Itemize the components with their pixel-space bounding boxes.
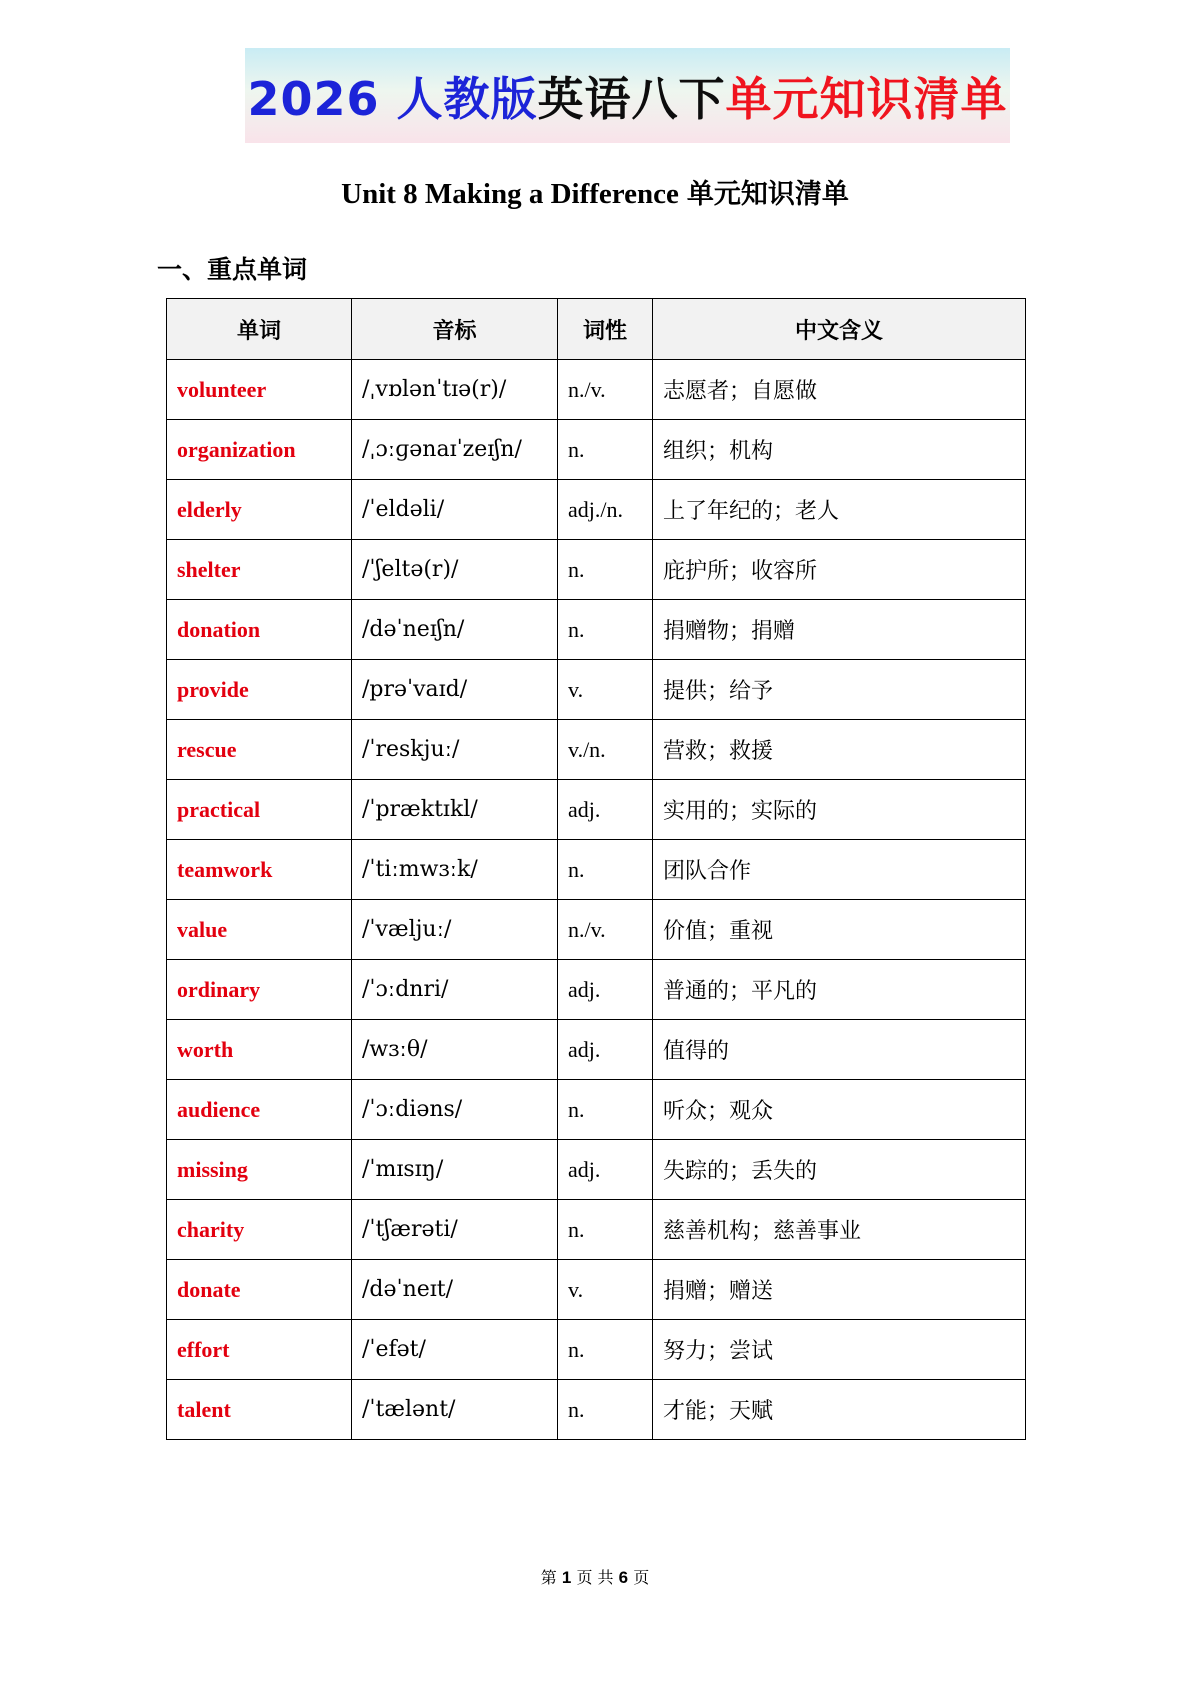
meaning-cell: 庇护所；收容所	[653, 540, 1026, 600]
word-cell: charity	[167, 1200, 352, 1260]
table-row	[167, 360, 1026, 420]
meaning-cell: 失踪的；丢失的	[653, 1140, 1026, 1200]
vocabulary-table	[166, 298, 1026, 1440]
meaning-cell: 组织；机构	[653, 420, 1026, 480]
table-row	[167, 1020, 1026, 1080]
ipa-cell: /ˈefət/	[352, 1320, 558, 1380]
pos-cell: n.	[558, 1380, 653, 1440]
meaning-cell: 上了年纪的；老人	[653, 480, 1026, 540]
pos-cell: v.	[558, 1260, 653, 1320]
pos-cell: adj.	[558, 960, 653, 1020]
ipa-cell: /ˈpræktɪkl/	[352, 780, 558, 840]
banner-title	[247, 63, 1007, 129]
table-row	[167, 720, 1026, 780]
ipa-cell: /wɜːθ/	[352, 1020, 558, 1080]
meaning-cell: 慈善机构；慈善事业	[653, 1200, 1026, 1260]
pos-cell: n.	[558, 420, 653, 480]
header-word: 单词	[167, 299, 352, 360]
ipa-cell: /ˈreskjuː/	[352, 720, 558, 780]
word-cell: rescue	[167, 720, 352, 780]
footer-prefix: 第	[540, 1568, 557, 1587]
ipa-cell: /ˈeldəli/	[352, 480, 558, 540]
table-row	[167, 780, 1026, 840]
table-row	[167, 480, 1026, 540]
ipa-cell: /ˈmɪsɪŋ/	[352, 1140, 558, 1200]
meaning-cell: 努力；尝试	[653, 1320, 1026, 1380]
footer-page-number: 1	[561, 1568, 572, 1587]
word-cell: effort	[167, 1320, 352, 1380]
pos-cell: adj.	[558, 780, 653, 840]
ipa-cell: /ˈtælənt/	[352, 1380, 558, 1440]
pos-cell: adj.	[558, 1020, 653, 1080]
pos-cell: n.	[558, 1320, 653, 1380]
table-row	[167, 960, 1026, 1020]
pos-cell: adj./n.	[558, 480, 653, 540]
unit-title-zh: 单元知识清单	[686, 179, 849, 210]
meaning-cell: 提供；给予	[653, 660, 1026, 720]
word-cell: provide	[167, 660, 352, 720]
header-ipa: 音标	[352, 299, 558, 360]
banner-publisher: 人教版	[396, 71, 538, 126]
pos-cell: n.	[558, 1200, 653, 1260]
pos-cell: n.	[558, 1080, 653, 1140]
section-heading: 一、重点单词	[157, 255, 308, 284]
table-row	[167, 660, 1026, 720]
meaning-cell: 捐赠；赠送	[653, 1260, 1026, 1320]
word-cell: practical	[167, 780, 352, 840]
word-cell: organization	[167, 420, 352, 480]
table-row	[167, 540, 1026, 600]
ipa-cell: /ˌvɒlənˈtɪə(r)/	[352, 360, 558, 420]
ipa-cell: /ˈɔːdnri/	[352, 960, 558, 1020]
table-row	[167, 1080, 1026, 1140]
pos-cell: n.	[558, 540, 653, 600]
ipa-cell: /dəˈneɪʃn/	[352, 600, 558, 660]
header-meaning: 中文含义	[653, 299, 1026, 360]
table-row	[167, 1140, 1026, 1200]
page-footer	[0, 1565, 1190, 1588]
banner-subject: 英语八下	[537, 71, 726, 126]
table-row	[167, 1320, 1026, 1380]
word-cell: talent	[167, 1380, 352, 1440]
table-row	[167, 420, 1026, 480]
meaning-cell: 值得的	[653, 1020, 1026, 1080]
ipa-cell: /dəˈneɪt/	[352, 1260, 558, 1320]
meaning-cell: 实用的；实际的	[653, 780, 1026, 840]
footer-total-pages: 6	[618, 1568, 629, 1587]
pos-cell: adj.	[558, 1140, 653, 1200]
pos-cell: n./v.	[558, 360, 653, 420]
ipa-cell: /ˈtiːmwɜːk/	[352, 840, 558, 900]
meaning-cell: 营救；救援	[653, 720, 1026, 780]
meaning-cell: 价值；重视	[653, 900, 1026, 960]
word-cell: audience	[167, 1080, 352, 1140]
pos-cell: n./v.	[558, 900, 653, 960]
ipa-cell: /ˌɔːɡənaɪˈzeɪʃn/	[352, 420, 558, 480]
unit-title-en: Unit 8 Making a Difference	[341, 178, 679, 210]
banner-list-title: 单元知识清单	[725, 71, 1008, 126]
title-banner	[245, 48, 1010, 143]
ipa-cell: /ˈvæljuː/	[352, 900, 558, 960]
footer-suffix: 页	[633, 1568, 650, 1587]
meaning-cell: 普通的；平凡的	[653, 960, 1026, 1020]
word-cell: donation	[167, 600, 352, 660]
word-cell: shelter	[167, 540, 352, 600]
table-row	[167, 840, 1026, 900]
ipa-cell: /ˈɔːdiəns/	[352, 1080, 558, 1140]
word-cell: elderly	[167, 480, 352, 540]
pos-cell: n.	[558, 600, 653, 660]
meaning-cell: 团队合作	[653, 840, 1026, 900]
table-row	[167, 1200, 1026, 1260]
word-cell: volunteer	[167, 360, 352, 420]
table-row	[167, 1380, 1026, 1440]
word-cell: donate	[167, 1260, 352, 1320]
table-row	[167, 600, 1026, 660]
banner-year: 2026	[247, 71, 397, 126]
ipa-cell: /ˈtʃærəti/	[352, 1200, 558, 1260]
meaning-cell: 听众；观众	[653, 1080, 1026, 1140]
word-cell: missing	[167, 1140, 352, 1200]
word-cell: worth	[167, 1020, 352, 1080]
pos-cell: n.	[558, 840, 653, 900]
ipa-cell: /ˈʃeltə(r)/	[352, 540, 558, 600]
pos-cell: v.	[558, 660, 653, 720]
header-pos: 词性	[558, 299, 653, 360]
table-row	[167, 900, 1026, 960]
word-cell: ordinary	[167, 960, 352, 1020]
table-row	[167, 1260, 1026, 1320]
meaning-cell: 志愿者；自愿做	[653, 360, 1026, 420]
ipa-cell: /prəˈvaɪd/	[352, 660, 558, 720]
meaning-cell: 才能；天赋	[653, 1380, 1026, 1440]
pos-cell: v./n.	[558, 720, 653, 780]
word-cell: value	[167, 900, 352, 960]
unit-title	[0, 172, 1190, 211]
meaning-cell: 捐赠物；捐赠	[653, 600, 1026, 660]
table-header-row	[167, 299, 1026, 360]
word-cell: teamwork	[167, 840, 352, 900]
footer-mid: 页 共	[576, 1568, 614, 1587]
